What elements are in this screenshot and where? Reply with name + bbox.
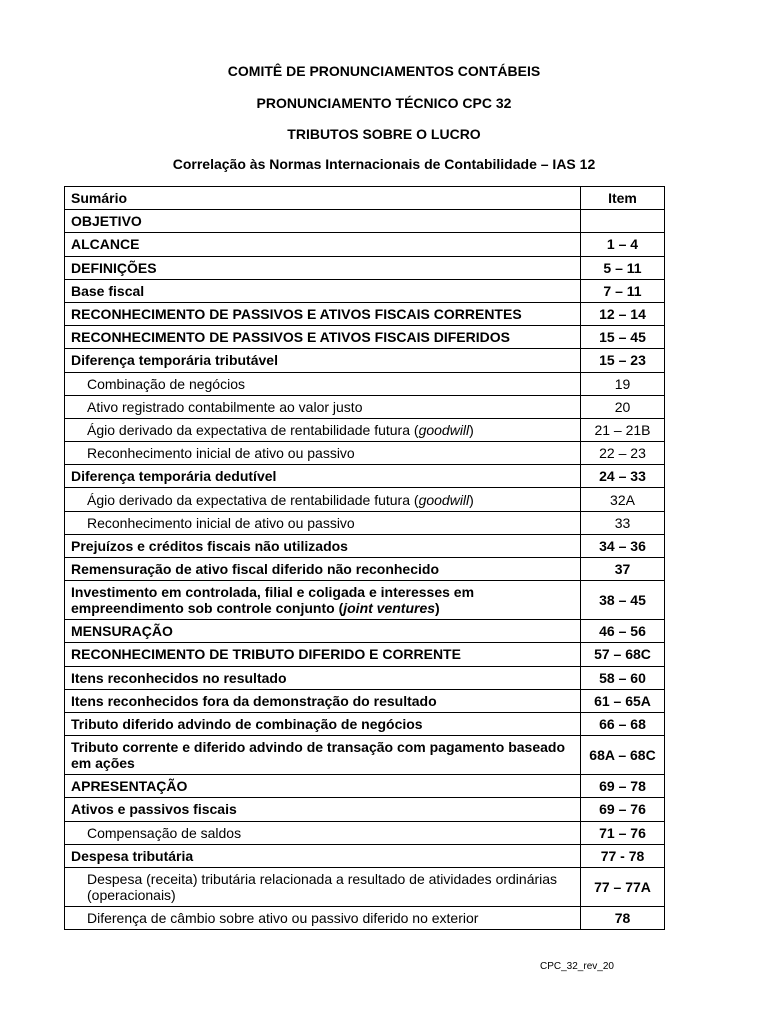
row-item: 57 – 68C xyxy=(581,643,665,666)
row-item: 69 – 76 xyxy=(581,798,665,821)
row-item: 20 xyxy=(581,395,665,418)
summary-table-body xyxy=(65,210,665,930)
table-row xyxy=(65,395,665,418)
table-row xyxy=(65,349,665,372)
table-row xyxy=(65,418,665,441)
row-label xyxy=(65,581,581,620)
row-item: 22 – 23 xyxy=(581,442,665,465)
row-item: 78 xyxy=(581,906,665,929)
row-label-text-end: ) xyxy=(435,600,440,617)
row-label-emphasis: goodwill xyxy=(418,421,470,438)
table-row xyxy=(65,372,665,395)
row-item: 71 – 76 xyxy=(581,821,665,844)
row-item: 33 xyxy=(581,511,665,534)
item-column-header: Item xyxy=(581,187,665,210)
table-row xyxy=(65,821,665,844)
row-label: DEFINIÇÕES xyxy=(65,256,581,279)
row-item xyxy=(581,210,665,233)
row-item: 77 – 77A xyxy=(581,867,665,906)
row-label: Diferença temporária dedutível xyxy=(65,465,581,488)
table-row xyxy=(65,775,665,798)
table-row xyxy=(65,302,665,325)
table-row xyxy=(65,488,665,511)
row-item: 7 – 11 xyxy=(581,279,665,302)
table-row xyxy=(65,279,665,302)
row-label: RECONHECIMENTO DE PASSIVOS E ATIVOS FISCAIS CORRENTES xyxy=(65,302,581,325)
document-code: CPC_32_rev_20 xyxy=(540,961,614,972)
table-row xyxy=(65,798,665,821)
row-item: 21 – 21B xyxy=(581,418,665,441)
row-item: 77 - 78 xyxy=(581,844,665,867)
row-label-text-end: ) xyxy=(469,421,474,438)
row-label: Prejuízos e créditos fiscais não utilizados xyxy=(65,534,581,557)
row-label: APRESENTAÇÃO xyxy=(65,775,581,798)
row-item: 12 – 14 xyxy=(581,302,665,325)
row-label: RECONHECIMENTO DE PASSIVOS E ATIVOS FISCAIS DIFERIDOS xyxy=(65,326,581,349)
table-row xyxy=(65,867,665,906)
row-label-text-end: ) xyxy=(469,491,474,508)
row-item: 15 – 45 xyxy=(581,326,665,349)
row-item: 5 – 11 xyxy=(581,256,665,279)
table-row xyxy=(65,666,665,689)
row-item: 34 – 36 xyxy=(581,534,665,557)
table-row xyxy=(65,558,665,581)
row-item: 1 – 4 xyxy=(581,233,665,256)
row-item: 46 – 56 xyxy=(581,620,665,643)
row-label: Despesa (receita) tributária relacionada a resultado de atividades ordinárias (operacionais) xyxy=(65,867,581,906)
row-label: Itens reconhecidos fora da demonstração do resultado xyxy=(65,689,581,712)
table-row xyxy=(65,210,665,233)
table-row xyxy=(65,442,665,465)
row-label: Compensação de saldos xyxy=(65,821,581,844)
table-row xyxy=(65,620,665,643)
row-label: Reconhecimento inicial de ativo ou passivo xyxy=(65,511,581,534)
table-row xyxy=(65,511,665,534)
row-label-text: Ágio derivado da expectativa de rentabilidade futura ( xyxy=(87,421,419,438)
row-label: Diferença temporária tributável xyxy=(65,349,581,372)
pronouncement-title: PRONUNCIAMENTO TÉCNICO CPC 32 xyxy=(256,95,512,111)
table-row xyxy=(65,844,665,867)
table-row xyxy=(65,712,665,735)
row-label: Reconhecimento inicial de ativo ou passivo xyxy=(65,442,581,465)
table-row xyxy=(65,689,665,712)
row-label: Remensuração de ativo fiscal diferido não reconhecido xyxy=(65,558,581,581)
row-label-text: Ágio derivado da expectativa de rentabilidade futura ( xyxy=(87,491,419,508)
row-item: 69 – 78 xyxy=(581,775,665,798)
row-label: Diferença de câmbio sobre ativo ou passivo diferido no exterior xyxy=(65,906,581,929)
row-item: 37 xyxy=(581,558,665,581)
table-row xyxy=(65,906,665,929)
row-label: Tributo diferido advindo de combinação de negócios xyxy=(65,712,581,735)
table-row xyxy=(65,256,665,279)
row-item: 61 – 65A xyxy=(581,689,665,712)
row-label: ALCANCE xyxy=(65,233,581,256)
row-label-emphasis: goodwill xyxy=(418,491,470,508)
committee-title: COMITÊ DE PRONUNCIAMENTOS CONTÁBEIS xyxy=(227,63,541,79)
table-row xyxy=(65,233,665,256)
table-row xyxy=(65,736,665,775)
row-item: 66 – 68 xyxy=(581,712,665,735)
summary-column-header: Sumário xyxy=(65,187,581,210)
row-item: 32A xyxy=(581,488,665,511)
row-item: 19 xyxy=(581,372,665,395)
row-label-text: Investimento em controlada, filial e coligada e interesses em empreendimento sob controle conjunto ( xyxy=(71,584,475,617)
row-label-emphasis: joint ventures xyxy=(343,600,436,617)
row-item: 15 – 23 xyxy=(581,349,665,372)
table-header-row xyxy=(65,187,665,210)
row-item: 24 – 33 xyxy=(581,465,665,488)
table-row xyxy=(65,326,665,349)
correlation-title: Correlação às Normas Internacionais de Contabilidade – IAS 12 xyxy=(172,156,596,172)
row-label: RECONHECIMENTO DE TRIBUTO DIFERIDO E CORRENTE xyxy=(65,643,581,666)
row-label: Combinação de negócios xyxy=(65,372,581,395)
table-row xyxy=(65,581,665,620)
row-label: Itens reconhecidos no resultado xyxy=(65,666,581,689)
row-label xyxy=(65,418,581,441)
row-label: Despesa tributária xyxy=(65,844,581,867)
table-row xyxy=(65,643,665,666)
row-item: 58 – 60 xyxy=(581,666,665,689)
row-label: Ativos e passivos fiscais xyxy=(65,798,581,821)
subject-title: TRIBUTOS SOBRE O LUCRO xyxy=(287,126,481,142)
table-row xyxy=(65,465,665,488)
row-label: MENSURAÇÃO xyxy=(65,620,581,643)
row-item: 68A – 68C xyxy=(581,736,665,775)
row-label: Ativo registrado contabilmente ao valor justo xyxy=(65,395,581,418)
summary-table xyxy=(64,186,665,930)
row-label: OBJETIVO xyxy=(65,210,581,233)
table-row xyxy=(65,534,665,557)
row-label: Base fiscal xyxy=(65,279,581,302)
row-label xyxy=(65,488,581,511)
row-label: Tributo corrente e diferido advindo de transação com pagamento baseado em ações xyxy=(65,736,581,775)
row-item: 38 – 45 xyxy=(581,581,665,620)
